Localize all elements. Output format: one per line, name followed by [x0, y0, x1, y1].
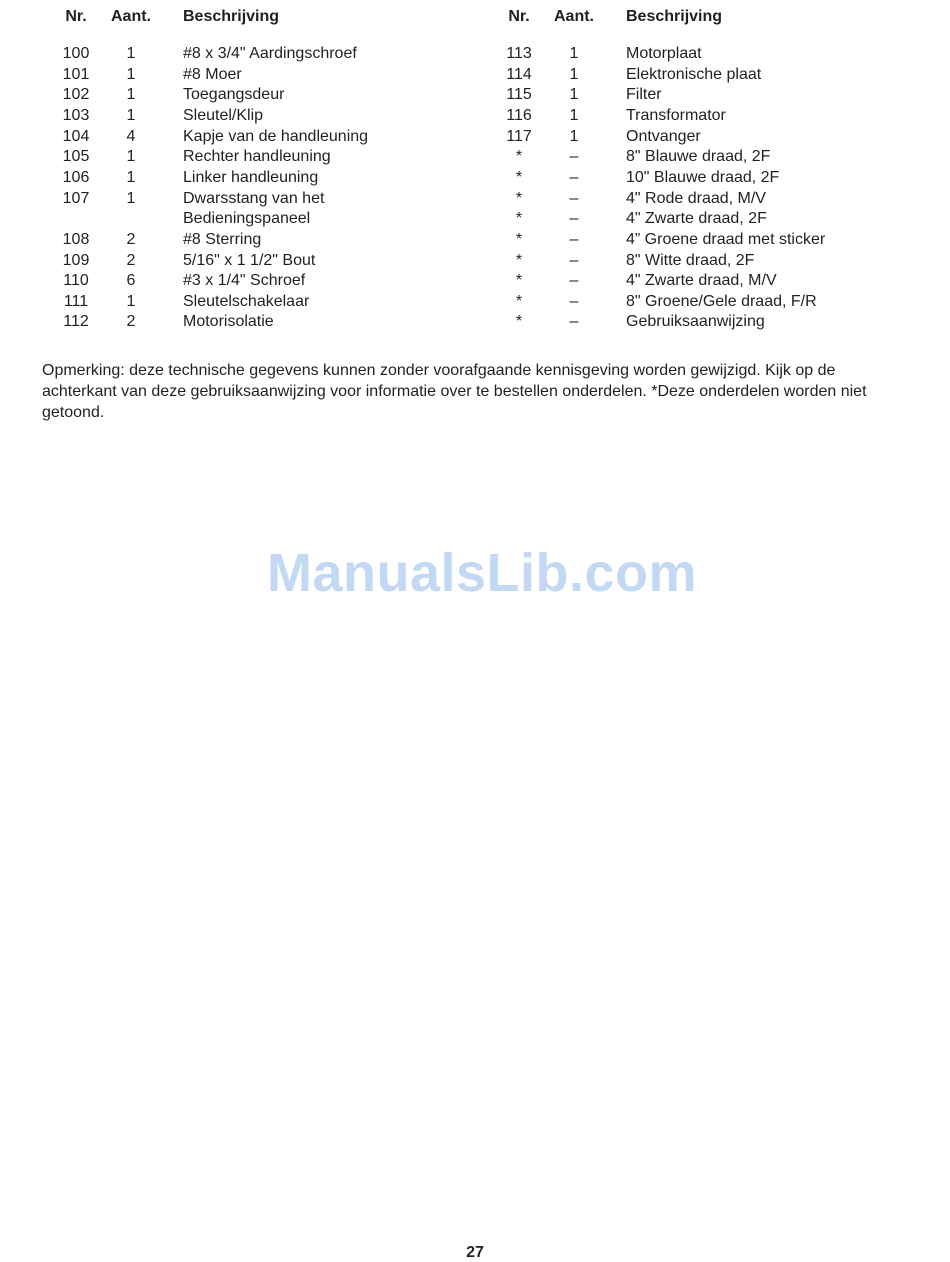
part-quantity: 1: [126, 65, 136, 83]
part-description: #8 x 3/4" Aardingschroef: [183, 45, 357, 62]
part-number: 108: [62, 230, 90, 248]
part-quantity: 1: [569, 65, 579, 83]
part-number: 106: [62, 168, 90, 186]
part-description: 4" Zwarte draad, M/V: [626, 272, 777, 290]
part-description: Bedieningspaneel: [183, 210, 311, 228]
part-number: 100: [62, 45, 90, 62]
part-description: 4” Groene draad met sticker: [626, 230, 826, 248]
part-quantity: 1: [126, 106, 136, 124]
header-desc-right: Beschrijving: [626, 8, 723, 25]
part-number: 114: [506, 65, 532, 83]
part-number: 112: [63, 313, 89, 331]
part-number: 111: [63, 292, 89, 310]
part-number: 102: [62, 86, 90, 104]
part-description: Elektronische plaat: [626, 65, 762, 83]
part-number: *: [515, 148, 523, 166]
part-number: *: [515, 313, 523, 331]
part-description: Transformator: [626, 106, 726, 124]
part-description: Rechter handleuning: [183, 148, 331, 166]
part-description: 10" Blauwe draad, 2F: [626, 168, 780, 186]
part-number: 105: [62, 148, 90, 166]
part-quantity: –: [569, 230, 579, 248]
part-description: Linker handleuning: [183, 168, 319, 186]
part-description: Sleutel/Klip: [183, 106, 264, 124]
part-number: *: [515, 230, 523, 248]
part-number: 104: [62, 127, 90, 145]
part-quantity: 2: [126, 313, 136, 331]
part-quantity: 1: [569, 106, 579, 124]
part-description: Filter: [626, 86, 662, 104]
part-quantity: 1: [569, 127, 579, 145]
part-description: #3 x 1/4" Schroef: [183, 272, 306, 290]
part-description: Motorplaat: [626, 45, 702, 62]
part-quantity: 1: [126, 45, 136, 62]
part-number: 116: [506, 106, 532, 124]
page-number: 27: [466, 1244, 484, 1261]
part-description: #8 Sterring: [183, 230, 262, 248]
part-quantity: –: [569, 251, 579, 269]
part-description: Kapje van de handleuning: [183, 127, 369, 145]
part-quantity: –: [569, 272, 579, 290]
part-quantity: 1: [569, 86, 579, 104]
part-description: Gebruiksaanwijzing: [626, 313, 765, 331]
part-quantity: 2: [126, 251, 136, 269]
part-description: Toegangsdeur: [183, 86, 285, 104]
part-number: *: [515, 189, 523, 207]
part-description: Motorisolatie: [183, 313, 274, 331]
parts-table: [0, 0, 950, 340]
part-quantity: 6: [126, 272, 136, 290]
part-quantity: –: [569, 189, 579, 207]
part-quantity: 1: [126, 168, 136, 186]
part-quantity: 1: [126, 86, 136, 104]
header-aant-right: Aant.: [554, 8, 594, 25]
part-quantity: 1: [126, 148, 136, 166]
part-number: *: [515, 251, 523, 269]
part-number: *: [515, 292, 523, 310]
part-quantity: –: [569, 313, 579, 331]
part-description: Sleutelschakelaar: [183, 292, 310, 310]
watermark: ManualsLib.com: [266, 543, 698, 603]
part-quantity: 4: [126, 127, 136, 145]
part-description: Dwarsstang van het: [183, 189, 325, 207]
part-quantity: –: [569, 292, 579, 310]
part-description: 8" Blauwe draad, 2F: [626, 148, 771, 166]
part-description: #8 Moer: [183, 65, 242, 83]
part-description: 4" Zwarte draad, 2F: [626, 210, 767, 228]
part-description: 5/16" x 1 1/2" Bout: [183, 251, 316, 269]
header-nr-right: Nr.: [508, 8, 530, 25]
header-aant-left: Aant.: [111, 8, 151, 25]
part-quantity: 1: [126, 189, 136, 207]
part-description: 4" Rode draad, M/V: [626, 189, 766, 207]
note-text: Opmerking: deze technische gegevens kunnen zonder voorafgaande kennisgeving worden gewijzigd. Kijk op de achterkant van deze gebruiksaanwijzing voor informatie over te bestellen onderdelen. *Deze onderdelen worden niet getoond.: [42, 362, 867, 421]
part-number: 113: [506, 45, 532, 62]
header-nr-left: Nr.: [65, 8, 87, 25]
part-number: *: [515, 210, 523, 228]
part-number: 107: [62, 189, 90, 207]
part-number: *: [515, 272, 523, 290]
part-description: 8" Witte draad, 2F: [626, 251, 755, 269]
part-quantity: –: [569, 148, 579, 166]
part-quantity: 1: [569, 45, 579, 62]
part-number: *: [515, 168, 523, 186]
part-quantity: –: [569, 168, 579, 186]
part-number: 110: [63, 272, 89, 290]
part-number: 115: [506, 86, 532, 104]
part-number: 117: [506, 127, 532, 145]
part-number: 101: [62, 65, 90, 83]
header-desc-left: Beschrijving: [183, 8, 280, 25]
part-number: 109: [62, 251, 90, 269]
part-number: 103: [62, 106, 90, 124]
part-quantity: 2: [126, 230, 136, 248]
part-description: Ontvanger: [626, 127, 701, 145]
part-quantity: 1: [126, 292, 136, 310]
part-description: 8" Groene/Gele draad, F/R: [626, 292, 817, 310]
part-quantity: –: [569, 210, 579, 228]
